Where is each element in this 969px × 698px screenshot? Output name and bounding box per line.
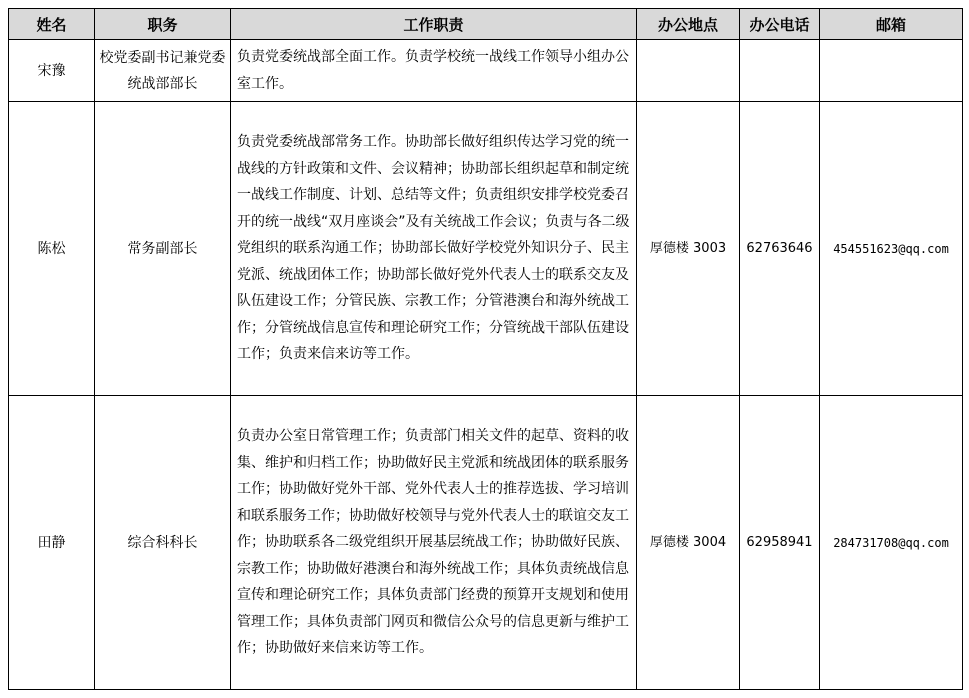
cell-phone: 62763646 [740,102,820,396]
cell-duties: 负责党委统战部全面工作。负责学校统一战线工作领导小组办公室工作。 [231,40,637,102]
cell-position: 校党委副书记兼党委统战部部长 [95,40,231,102]
cell-office: 厚德楼 3003 [637,102,740,396]
cell-phone: 62958941 [740,396,820,690]
table-body [9,40,963,690]
cell-name: 宋豫 [9,40,95,102]
header-row [9,9,963,40]
cell-position: 常务副部长 [95,102,231,396]
header-name: 姓名 [9,9,95,40]
header-duties: 工作职责 [231,9,637,40]
cell-duties: 负责办公室日常管理工作；负责部门相关文件的起草、资料的收集、维护和归档工作；协助做好民主党派和统战团体的联系服务工作；协助做好党外干部、党外代表人士的推荐选拔、学习培训和联系服务工作；协助做好校领导与党外代表人士的联谊交友工作；协助联系各二级党组织开展基层统战工作；协助做好民族、宗教工作；协助做好港澳台和海外统战工作；具体负责统战信息宣传和理论研究工作；具体负责部门经费的预算开支规划和使用管理工作；具体负责部门网页和微信公众号的信息更新与维护工作；协助做好来信来访等工作。 [231,396,637,690]
cell-email: 454551623@qq.com [820,102,963,396]
table-row [9,40,963,102]
header-position: 职务 [95,9,231,40]
cell-email [820,40,963,102]
cell-duties: 负责党委统战部常务工作。协助部长做好组织传达学习党的统一战线的方针政策和文件、会议精神；协助部长组织起草和制定统一战线工作制度、计划、总结等文件；负责组织安排学校党委召开的统一战线“双月座谈会”及有关统战工作会议；负责与各二级党组织的联系沟通工作；协助部长做好学校党外知识分子、民主党派、统战团体工作；协助部长做好党外代表人士的联系交友及队伍建设工作；分管民族、宗教工作；分管港澳台和海外统战工作；分管统战信息宣传和理论研究工作；分管统战干部队伍建设工作；负责来信来访等工作。 [231,102,637,396]
cell-email: 284731708@qq.com [820,396,963,690]
cell-office: 厚德楼 3004 [637,396,740,690]
cell-position: 综合科科长 [95,396,231,690]
table-row [9,396,963,690]
header-email: 邮箱 [820,9,963,40]
header-office: 办公地点 [637,9,740,40]
cell-office [637,40,740,102]
cell-name: 陈松 [9,102,95,396]
table-header [9,9,963,40]
cell-phone [740,40,820,102]
header-phone: 办公电话 [740,9,820,40]
cell-name: 田静 [9,396,95,690]
staff-duties-table [8,8,963,690]
table-row [9,102,963,396]
